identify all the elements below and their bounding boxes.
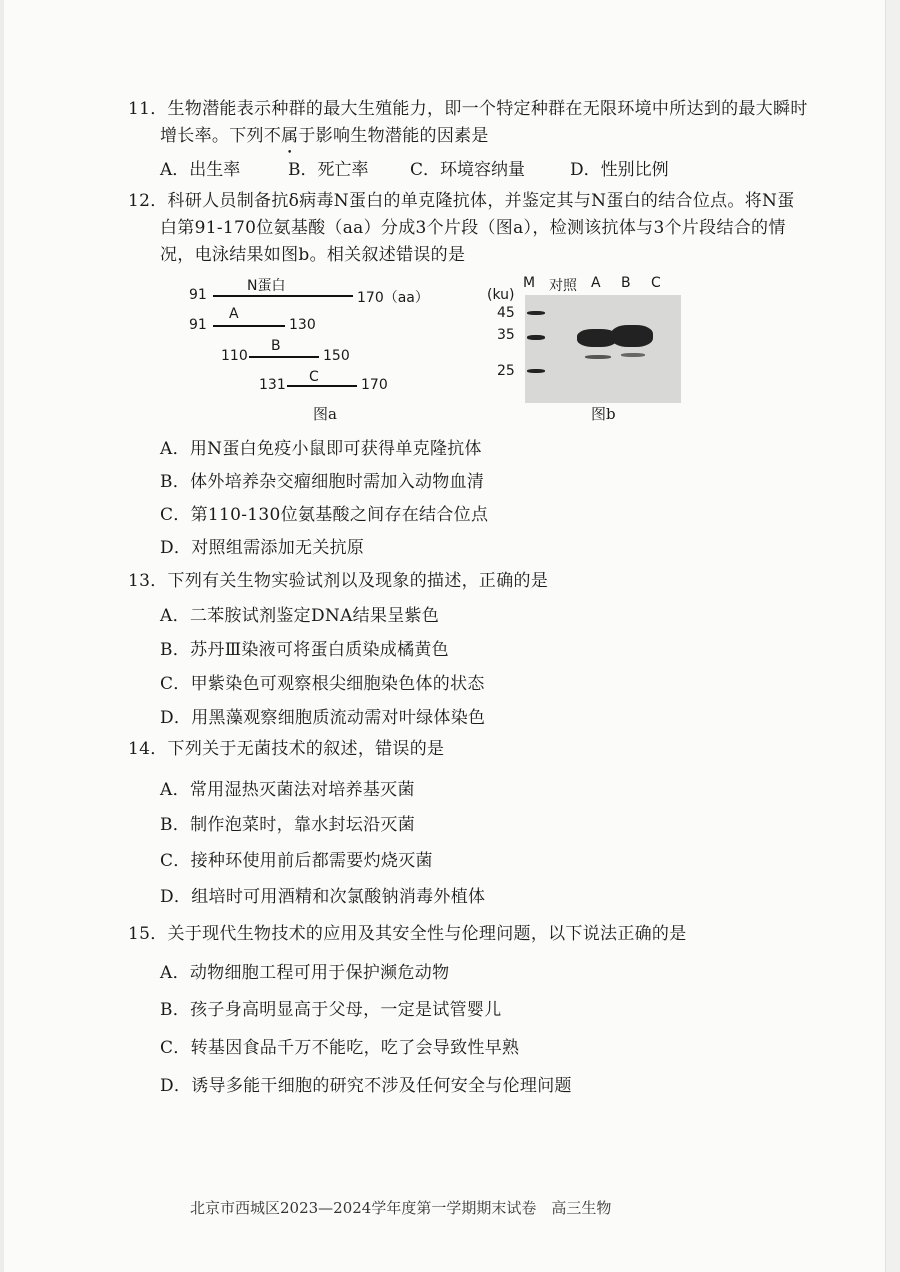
fragment-c-start: 131 [259, 377, 286, 393]
unit-label: (ku) [487, 287, 515, 303]
q15-option-b: B．孩子身高明显高于父母，一定是试管婴儿 [160, 1000, 502, 1020]
n-protein-label: N蛋白 [247, 278, 286, 294]
lane-a-faint-band [585, 355, 611, 359]
q14-option-a: A．常用湿热灭菌法对培养基灭菌 [160, 780, 415, 800]
q13-option-d: D．用黑藻观察细胞质流动需对叶绿体染色 [160, 708, 486, 728]
q12-option-d: D．对照组需添加无关抗原 [160, 538, 365, 558]
q11-stem-part2: 影响生物潜能的因素是 [315, 126, 489, 146]
q11-option-d: D．性别比例 [570, 160, 669, 180]
q12-stem-line2: 白第91-170位氨基酸（aa）分成3个片段（图a），检测该抗体与3个片段结合的情 [160, 218, 786, 238]
q14-stem: 14．下列关于无菌技术的叙述，错误的是 [128, 739, 445, 759]
n-protein-bar [213, 295, 353, 297]
fragment-b-bar [249, 356, 319, 358]
figure-a-caption: 图a [313, 405, 337, 423]
lane-b-band [611, 325, 653, 347]
q11-stem-part1: 增长率。下列 [160, 126, 264, 146]
q11-stem-line2 [160, 124, 489, 148]
fragment-a-end: 130 [289, 317, 316, 333]
fragment-a-bar [213, 325, 285, 327]
marker-band-35 [527, 335, 545, 340]
q11-option-c: C．环境容纳量 [410, 160, 526, 180]
lane-m-label: M [523, 275, 536, 291]
q13-stem: 13．下列有关生物实验试剂以及现象的描述，正确的是 [128, 571, 549, 591]
fragment-b-start: 110 [221, 348, 248, 364]
lane-b-faint-band [621, 353, 645, 357]
q11-stem-line1: 11．生物潜能表示种群的最大生殖能力，即一个特定种群在无限环境中所达到的最大瞬时 [128, 99, 808, 119]
marker-45: 45 [497, 305, 515, 321]
q11-option-a: A．出生率 [160, 160, 241, 180]
n-end-label: 170（aa） [357, 290, 429, 306]
page-edge-left [0, 0, 4, 1272]
page-edge-right [885, 0, 900, 1272]
q11-emphasis-not: 不属于 [263, 126, 316, 146]
q13-option-c: C．甲紫染色可观察根尖细胞染色体的状态 [160, 674, 485, 694]
figure-b-gel [485, 275, 695, 425]
q12-option-a: A．用N蛋白免疫小鼠即可获得单克隆抗体 [160, 439, 482, 459]
q12-option-b: B．体外培养杂交瘤细胞时需加入动物血清 [160, 472, 485, 492]
q12-stem-line3: 况，电泳结果如图b。相关叙述错误的是 [160, 245, 466, 265]
q14-option-d: D．组培时可用酒精和次氯酸钠消毒外植体 [160, 887, 486, 907]
fragment-c-end: 170 [361, 377, 388, 393]
q11-option-b: B．死亡率 [288, 160, 369, 180]
lane-control-label: 对照 [549, 278, 577, 294]
figure-a-fragments [185, 275, 435, 425]
fragment-b-end: 150 [323, 348, 350, 364]
q12-option-c: C．第110-130位氨基酸之间存在结合位点 [160, 505, 489, 525]
lane-a-label: A [591, 275, 601, 291]
q11-options [0, 158, 900, 182]
q15-option-d: D．诱导多能干细胞的研究不涉及任何安全与伦理问题 [160, 1076, 572, 1096]
n-start-label: 91 [189, 287, 207, 303]
marker-band-25 [527, 369, 545, 373]
fragment-a-label: A [229, 306, 239, 322]
marker-25: 25 [497, 363, 515, 379]
q15-stem: 15．关于现代生物技术的应用及其安全性与伦理问题，以下说法正确的是 [128, 924, 687, 944]
fragment-c-label: C [309, 369, 319, 385]
fragment-b-label: B [271, 338, 281, 354]
q13-option-b: B．苏丹Ⅲ染液可将蛋白质染成橘黄色 [160, 640, 449, 660]
q14-option-c: C．接种环使用前后都需要灼烧灭菌 [160, 851, 433, 871]
q15-option-c: C．转基因食品千万不能吃，吃了会导致性早熟 [160, 1038, 520, 1058]
fragment-c-bar [287, 385, 357, 387]
q12-stem-line1: 12．科研人员制备抗δ病毒N蛋白的单克隆抗体，并鉴定其与N蛋白的结合位点。将N蛋 [128, 191, 795, 211]
fragment-a-start: 91 [189, 317, 207, 333]
marker-35: 35 [497, 327, 515, 343]
gel-image [525, 295, 681, 403]
q14-option-b: B．制作泡菜时，靠水封坛沿灭菌 [160, 815, 415, 835]
page-footer: 北京市西城区2023—2024学年度第一学期期末试卷 高三生物 [190, 1199, 612, 1217]
lane-b-label: B [621, 275, 631, 291]
marker-band-45 [527, 311, 545, 315]
q15-option-a: A．动物细胞工程可用于保护濒危动物 [160, 963, 450, 983]
figure-b-caption: 图b [591, 405, 616, 423]
q13-option-a: A．二苯胺试剂鉴定DNA结果呈紫色 [160, 606, 440, 626]
lane-c-label: C [651, 275, 661, 291]
